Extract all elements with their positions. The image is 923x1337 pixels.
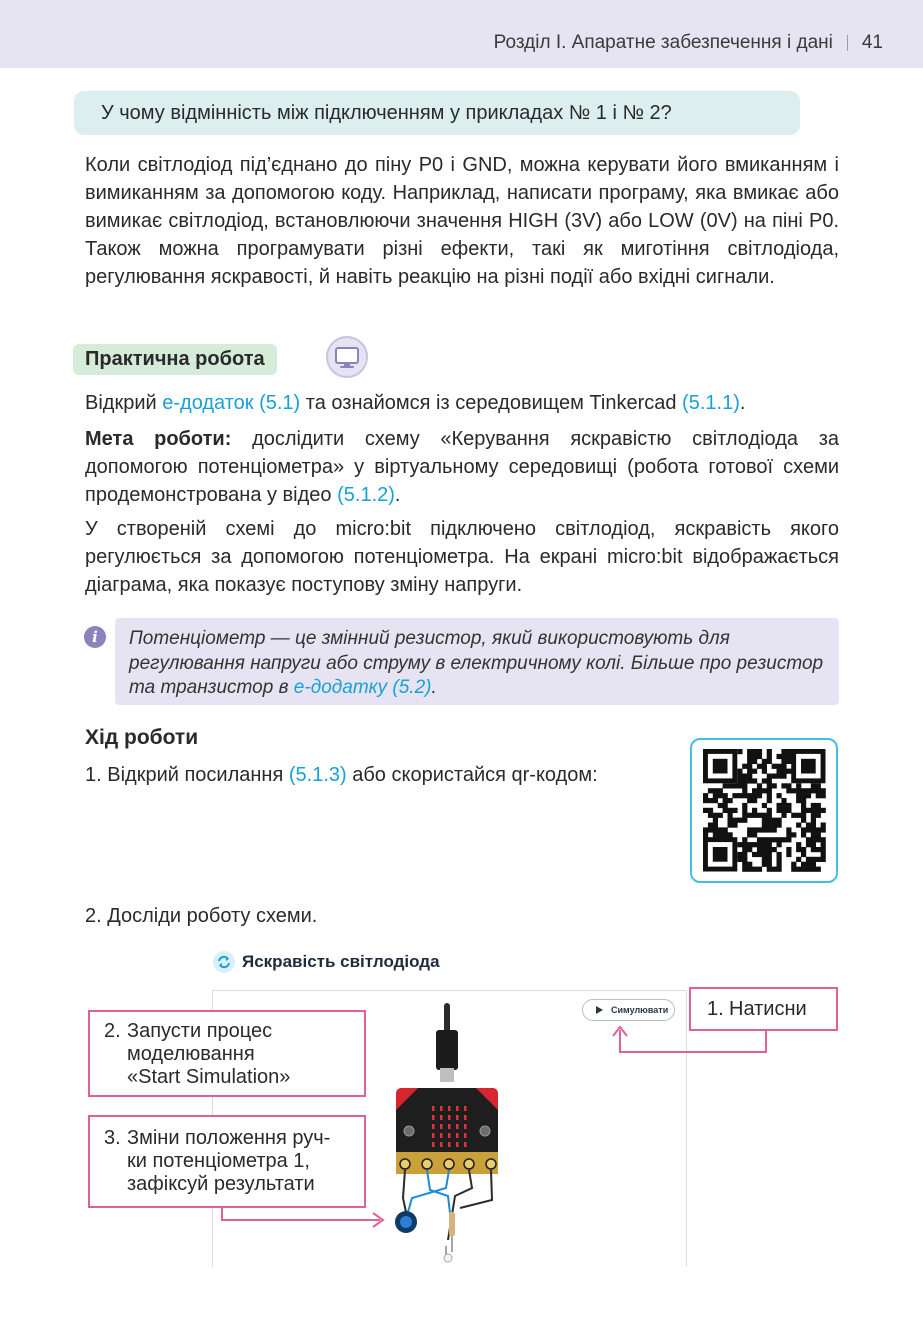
callout-2-number: 2.	[104, 1020, 121, 1042]
open-app-paragraph	[85, 389, 839, 417]
callout-1-text: Натисни	[729, 998, 807, 1020]
step-1	[85, 761, 685, 789]
description-paragraph: У створеній схемі до micro:bit підключено світлодіод, яскравість якого регулюється за допомогою потенціометра. На екрані micro:bit відображається діаграма, яка показує поступову зміну напруги.	[85, 518, 839, 596]
callout-3-line-3: зафіксуй результати	[127, 1173, 315, 1195]
play-icon	[596, 1006, 603, 1014]
step-2: 2. Досліди роботу схеми.	[85, 905, 318, 927]
simulate-button-label: Симулювати	[611, 1005, 669, 1015]
goal-end: .	[394, 484, 401, 506]
step-1-link[interactable]: (5.1.3)	[288, 764, 347, 786]
callout-click	[689, 987, 838, 1031]
sync-icon	[213, 951, 235, 973]
callout-3-number: 3.	[104, 1127, 121, 1149]
info-note	[115, 618, 839, 705]
callout-start-simulation	[88, 1010, 366, 1097]
callout-2-line-2: моделювання	[127, 1043, 255, 1065]
callout-3-line-2: ки потенціометра 1,	[127, 1150, 310, 1172]
simulate-button[interactable]	[582, 999, 675, 1021]
note-link[interactable]: е-додатку (5.2)	[293, 677, 432, 698]
figure-title: Яскравість світлодіода	[242, 952, 440, 971]
callout-1-number: 1.	[707, 998, 724, 1020]
goal-text: дослідити схему «Керування яскравістю світлодіода за допомогою потенціометра» у віртуальному середовищі (робота готової схеми продемонстрована у відео	[85, 428, 840, 506]
open-text-2: та ознайомся із середовищем Tinkercad	[300, 392, 683, 414]
page-number: 41	[861, 32, 883, 53]
callout-potentiometer	[88, 1115, 366, 1208]
running-head	[494, 32, 883, 54]
question-box: У чому відмінність між підключенням у прикладах № 1 і № 2?	[74, 91, 800, 135]
step-1-text: 1. Відкрий посилання	[85, 764, 289, 786]
tinkercad-link[interactable]: (5.1.1)	[682, 392, 740, 414]
header-separator	[847, 35, 848, 51]
goal-label: Мета роботи:	[85, 428, 232, 450]
note-end: .	[431, 677, 437, 698]
callout-2-line-3: «Start Simulation»	[127, 1066, 291, 1088]
qr-code[interactable]	[690, 738, 838, 883]
qr-code-graphic	[692, 740, 836, 881]
section-title: Розділ І. Апаратне забезпечення і дані	[493, 32, 833, 53]
callout-3-line-1: Зміни положення руч-	[127, 1127, 331, 1149]
monitor-icon	[326, 336, 368, 378]
note-text: Потенціометр — це змінний резистор, який використовують для регулювання напруги або струму в електричному колі. Більше про резистор та транзистор в	[129, 628, 824, 698]
video-link[interactable]: (5.1.2)	[337, 484, 395, 506]
e-app-link[interactable]: е-додаток (5.1)	[162, 392, 301, 414]
open-text-end: .	[739, 392, 746, 414]
practical-work-label: Практична робота	[73, 344, 277, 375]
procedure-heading: Хід роботи	[85, 726, 199, 749]
answer-paragraph: Коли світлодіод під’єднано до піну P0 і GND, можна керувати його вмиканням і вимиканням за допомогою коду. Наприклад, написати програму, яка вмикає або вимикає світлодіод, встановлюючи значення HIGH (3V) або LOW (0V) на піні P0. Також можна програмувати різні ефекти, такі як миготіння світлодіода, регулювання яскравості, й навіть реакцію на різні події або вхідні сигнали.	[85, 154, 840, 288]
callout-2-line-1: Запусти процес	[127, 1020, 273, 1042]
step-1-end: або скористайся qr-кодом:	[346, 764, 598, 786]
open-text: Відкрий	[85, 392, 163, 414]
info-icon: i	[84, 626, 106, 648]
goal-paragraph	[85, 425, 839, 509]
